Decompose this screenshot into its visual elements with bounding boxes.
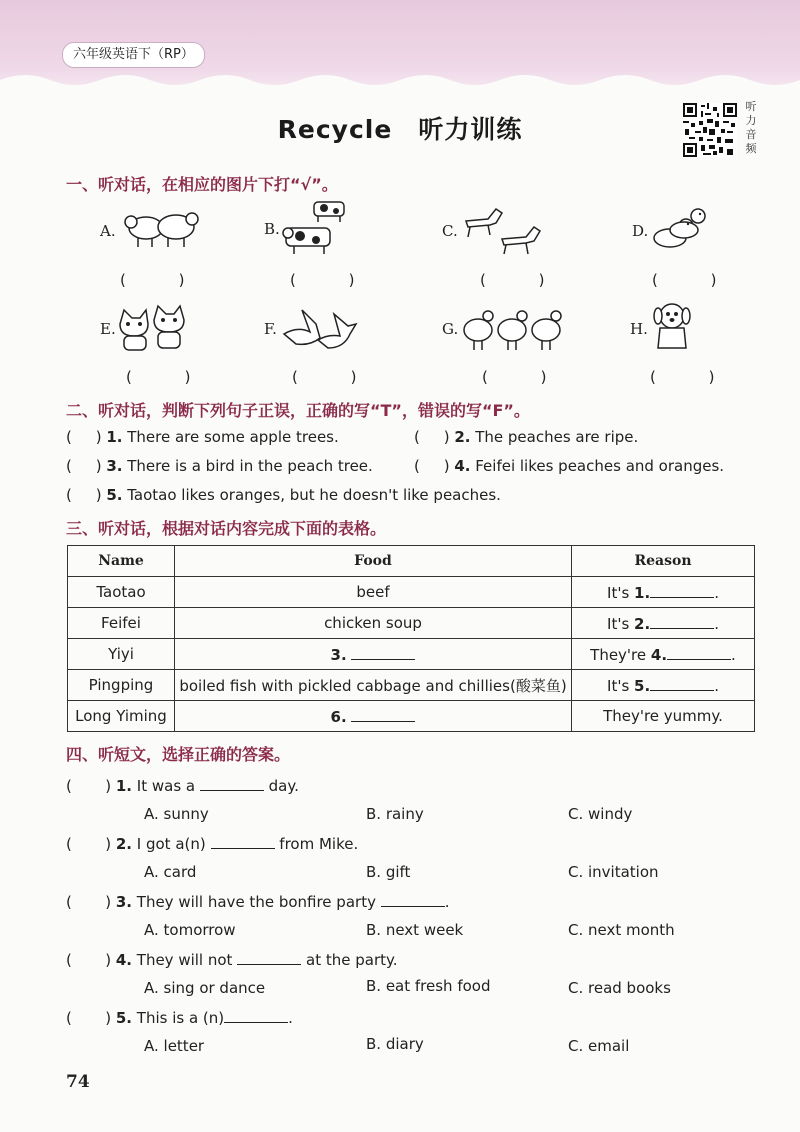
paren-h[interactable]: ( ) xyxy=(650,368,739,386)
table-row xyxy=(68,701,755,732)
tf-item-1[interactable]: ( ) 1. There are some apple trees. xyxy=(66,428,339,446)
reason-end: . xyxy=(714,676,719,695)
reason-cell xyxy=(572,670,755,701)
tf-item-text: There is a bird in the peach tree. xyxy=(127,457,373,475)
dog-icon xyxy=(650,300,694,356)
paren-g[interactable]: ( ) xyxy=(482,368,571,386)
name-cell: Pingping xyxy=(68,670,175,701)
question-num: 2. xyxy=(115,835,132,853)
option-b[interactable]: B. rainy xyxy=(366,805,424,823)
question-after: day. xyxy=(268,777,299,795)
section-2-title: 二、听对话，判断下列句子正误，正确的写“T”，错误的写“F”。 xyxy=(66,401,530,420)
question-num: 4. xyxy=(115,951,132,969)
option-b-letter: B. xyxy=(264,220,280,238)
tf-item-2[interactable]: ( ) 2. The peaches are ripe. xyxy=(414,428,639,446)
reason-end: . xyxy=(714,614,719,633)
paren-a[interactable]: ( ) xyxy=(120,271,209,289)
tf-item-text: Taotao likes oranges, but he doesn't like peaches. xyxy=(127,486,501,504)
reason-text: It's xyxy=(607,614,630,633)
horse-icon xyxy=(460,203,542,255)
qr-code-icon[interactable] xyxy=(683,103,737,157)
question-after: at the party. xyxy=(306,951,398,969)
option-c[interactable]: C. invitation xyxy=(568,863,659,881)
table-row xyxy=(68,639,755,670)
blank-number: 5. xyxy=(634,676,651,695)
question-before: They will not xyxy=(136,951,233,969)
tf-item-text: There are some apple trees. xyxy=(127,428,339,446)
cow-icon xyxy=(282,196,354,258)
option-a[interactable]: A. letter xyxy=(144,1037,205,1055)
food-cell xyxy=(175,639,572,670)
question-after: from Mike. xyxy=(279,835,359,853)
page-title: Recycle 听力训练 xyxy=(277,115,523,144)
tf-item-num: 3. xyxy=(106,457,123,475)
option-c[interactable]: C. read books xyxy=(568,979,671,997)
question-num: 3. xyxy=(115,893,132,911)
question-num: 1. xyxy=(115,777,132,795)
reason-cell xyxy=(572,608,755,639)
col-header-name: Name xyxy=(68,546,175,577)
option-c-letter: C. xyxy=(442,222,458,240)
paren-b[interactable]: ( ) xyxy=(290,271,379,289)
tf-item-4[interactable]: ( ) 4. Feifei likes peaches and oranges. xyxy=(414,457,725,475)
tf-item-num: 4. xyxy=(454,457,471,475)
blank-number: 3. xyxy=(330,645,347,664)
option-c[interactable]: C. windy xyxy=(568,805,633,823)
name-cell: Yiyi xyxy=(68,639,175,670)
food-cell: boiled fish with pickled cabbage and chillies(酸菜鱼) xyxy=(175,670,572,701)
option-b[interactable]: B. next week xyxy=(366,921,464,939)
option-a-letter: A. xyxy=(100,222,116,240)
tf-item-5[interactable]: ( ) 5. Taotao likes oranges, but he doesn't like peaches. xyxy=(66,486,501,504)
reason-cell: They're yummy. xyxy=(572,701,755,732)
tf-item-num: 1. xyxy=(106,428,123,446)
option-b[interactable]: B. diary xyxy=(366,1035,424,1053)
question-2: ( ) 2. I got a(n) from Mike. xyxy=(66,835,359,853)
question-before: This is a (n) xyxy=(136,1009,225,1027)
question-before: They will have the bonfire party xyxy=(136,893,376,911)
tf-item-num: 2. xyxy=(454,428,471,446)
food-cell: chicken soup xyxy=(175,608,572,639)
section-3-title: 三、听对话，根据对话内容完成下面的表格。 xyxy=(66,519,387,538)
answer-blank[interactable] xyxy=(224,1008,288,1023)
question-1: ( ) 1. It was a day. xyxy=(66,777,299,795)
blank-number: 6. xyxy=(330,707,347,726)
reason-end: . xyxy=(714,583,719,602)
col-header-reason: Reason xyxy=(572,546,755,577)
food-cell: beef xyxy=(175,577,572,608)
option-a[interactable]: A. tomorrow xyxy=(144,921,236,939)
question-4: ( ) 4. They will not at the party. xyxy=(66,951,398,969)
question-num: 5. xyxy=(115,1009,132,1027)
section-4-title: 四、听短文，选择正确的答案。 xyxy=(66,745,291,764)
name-cell: Long Yiming xyxy=(68,701,175,732)
paren-d[interactable]: ( ) xyxy=(652,271,741,289)
option-a[interactable]: A. card xyxy=(144,863,197,881)
answer-blank[interactable] xyxy=(351,645,415,660)
answer-blank[interactable] xyxy=(381,892,445,907)
option-g-letter: G. xyxy=(442,320,459,338)
reason-end: . xyxy=(731,645,736,664)
blank-number: 1. xyxy=(634,583,651,602)
header-wave xyxy=(0,70,800,110)
blank-number: 2. xyxy=(634,614,651,633)
answer-blank[interactable] xyxy=(650,676,714,691)
question-before: It was a xyxy=(136,777,196,795)
reason-cell xyxy=(572,639,755,670)
table-header-row xyxy=(68,546,755,577)
dove-icon xyxy=(280,304,360,354)
reason-text: It's xyxy=(607,676,630,695)
reason-text: They're xyxy=(590,645,647,664)
sheep-icon xyxy=(118,203,204,251)
option-h-letter: H. xyxy=(630,320,648,338)
answer-blank[interactable] xyxy=(650,583,714,598)
answer-blank[interactable] xyxy=(237,950,301,965)
option-c[interactable]: C. email xyxy=(568,1037,630,1055)
tf-item-3[interactable]: ( ) 3. There is a bird in the peach tree. xyxy=(66,457,373,475)
question-after: . xyxy=(444,893,450,911)
option-b[interactable]: B. eat fresh food xyxy=(366,977,491,995)
book-label: 六年级英语下（RP） xyxy=(62,42,205,68)
page-number: 74 xyxy=(66,1072,90,1092)
duck-icon xyxy=(650,204,712,252)
audio-label: 听力音频 xyxy=(745,100,757,155)
reason-text: It's xyxy=(607,583,630,602)
tf-item-text: The peaches are ripe. xyxy=(475,428,639,446)
name-cell: Feifei xyxy=(68,608,175,639)
paren-c[interactable]: ( ) xyxy=(480,271,569,289)
question-before: I got a(n) xyxy=(136,835,206,853)
option-c[interactable]: C. next month xyxy=(568,921,675,939)
question-5: ( ) 5. This is a (n) . xyxy=(66,1009,293,1027)
option-a[interactable]: A. sing or dance xyxy=(144,979,266,997)
option-a[interactable]: A. sunny xyxy=(144,805,209,823)
table-row xyxy=(68,670,755,701)
table-row xyxy=(68,608,755,639)
paren-e[interactable]: ( ) xyxy=(126,368,215,386)
tf-item-num: 5. xyxy=(106,486,123,504)
col-header-food: Food xyxy=(175,546,572,577)
paren-f[interactable]: ( ) xyxy=(292,368,381,386)
question-after: . xyxy=(288,1009,293,1027)
table-row xyxy=(68,577,755,608)
food-table xyxy=(67,545,755,732)
answer-blank[interactable] xyxy=(351,707,415,722)
option-b[interactable]: B. gift xyxy=(366,863,411,881)
answer-blank[interactable] xyxy=(650,614,714,629)
option-e-letter: E. xyxy=(100,320,116,338)
food-cell xyxy=(175,701,572,732)
cat-icon xyxy=(116,300,190,356)
blank-number: 4. xyxy=(650,645,668,664)
name-cell: Taotao xyxy=(68,577,175,608)
answer-blank[interactable] xyxy=(667,645,731,660)
question-3: ( ) 3. They will have the bonfire party . xyxy=(66,893,450,911)
section-1-title: 一、听对话，在相应的图片下打“√”。 xyxy=(66,175,338,194)
answer-blank[interactable] xyxy=(200,776,264,791)
option-d-letter: D. xyxy=(632,222,649,240)
reason-cell xyxy=(572,577,755,608)
option-f-letter: F. xyxy=(264,320,277,338)
answer-blank[interactable] xyxy=(211,834,275,849)
tf-item-text: Feifei likes peaches and oranges. xyxy=(475,457,725,475)
hen-icon xyxy=(460,304,564,352)
